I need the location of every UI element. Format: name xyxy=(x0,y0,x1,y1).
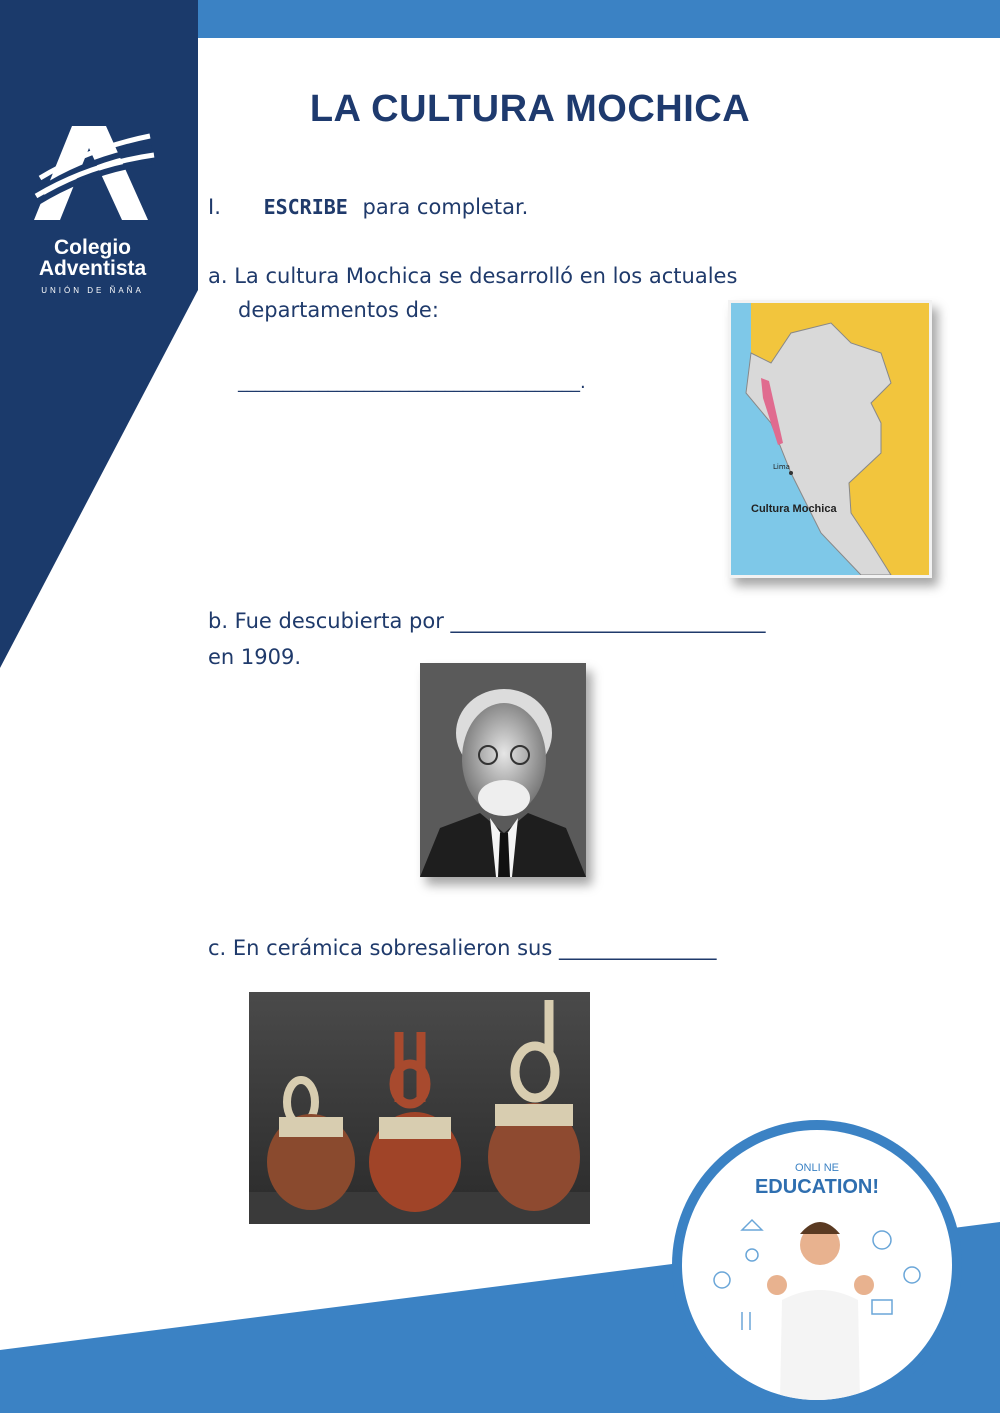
section-instruction: para completar. xyxy=(362,195,529,219)
magnifier-icon xyxy=(746,1249,758,1261)
globe-icon xyxy=(873,1231,891,1249)
section-number: I. xyxy=(208,195,221,219)
thumbs-up-right xyxy=(854,1275,874,1295)
online-education-badge xyxy=(672,1120,962,1410)
school-logo xyxy=(20,118,165,295)
map-title-label: Cultura Mochica xyxy=(751,503,837,515)
question-a-line2: departamentos de: xyxy=(238,298,439,322)
computer-icon xyxy=(872,1300,892,1314)
ruler-icon xyxy=(742,1220,762,1230)
atom-icon xyxy=(714,1272,730,1288)
target-icon xyxy=(904,1267,920,1283)
logo-name-1: Colegio xyxy=(54,236,131,259)
question-b-line1[interactable]: b. Fue descubierta por ______________________________ xyxy=(208,609,766,633)
portrait-photo xyxy=(420,663,586,877)
thumbs-up-left xyxy=(767,1275,787,1295)
logo-subtitle: UNIÓN DE ÑAÑA xyxy=(41,286,144,295)
section-heading xyxy=(208,195,528,219)
page-title: LA CULTURA MOCHICA xyxy=(309,88,751,130)
badge-inner xyxy=(682,1130,952,1400)
person-shirt xyxy=(780,1290,860,1400)
question-a-blank[interactable]: ______________________________________. xyxy=(238,372,586,393)
map-lima-label: Lima xyxy=(773,463,790,471)
question-a-line1: a. La cultura Mochica se desarrolló en los actuales xyxy=(208,264,738,288)
logo-name-2: Adventista xyxy=(38,257,147,280)
ceramics-photo xyxy=(249,992,590,1224)
top-bar xyxy=(198,0,1000,38)
logo-a-icon xyxy=(20,118,165,228)
question-c-line1[interactable]: c. En cerámica sobresalieron sus _______________ xyxy=(208,936,717,960)
section-verb: ESCRIBE xyxy=(263,195,348,219)
question-b-line2: en 1909. xyxy=(208,645,302,669)
badge-main-text: EDUCATION! xyxy=(754,1176,880,1198)
badge-top-text: ONLI NE xyxy=(794,1162,839,1174)
peru-map-image xyxy=(728,300,932,578)
left-panel xyxy=(0,0,198,668)
test-tube-icon xyxy=(742,1312,750,1330)
